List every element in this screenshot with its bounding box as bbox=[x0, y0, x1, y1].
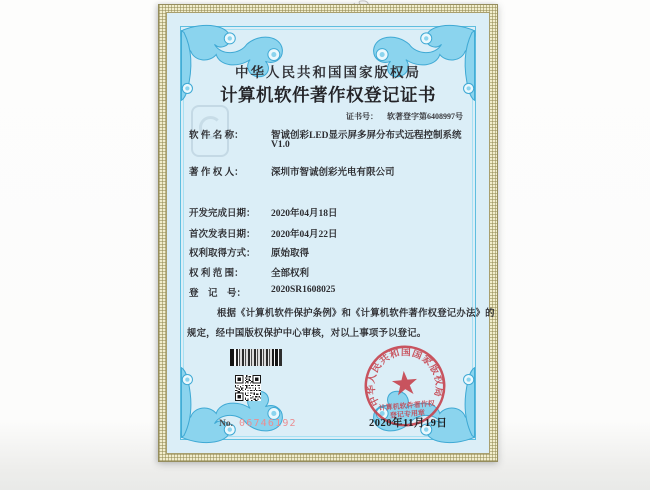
field-row-completion-date bbox=[189, 205, 489, 219]
barcode-icon bbox=[230, 349, 282, 366]
certificate-number-line bbox=[346, 111, 463, 122]
field-label: 软 件 名 称： bbox=[189, 131, 244, 141]
field-row-software-name bbox=[189, 127, 489, 150]
field-value: 智诚创彩LED显示屏多屏分布式远程控制系统 bbox=[271, 131, 462, 141]
field-row-registration-number bbox=[189, 285, 489, 299]
field-label: 登 记 号： bbox=[189, 289, 247, 299]
field-label: 权利取得方式： bbox=[189, 249, 256, 259]
field-label: 权 利 范 围： bbox=[189, 269, 244, 279]
certificate-title: 计算机软件著作权登记证书 bbox=[220, 85, 436, 105]
issue-date: 2020年11月19日 bbox=[369, 418, 448, 429]
field-value: 2020SR1608025 bbox=[271, 285, 336, 295]
qr-code-icon bbox=[235, 375, 261, 401]
star-icon bbox=[391, 370, 418, 396]
field-label: 开发完成日期： bbox=[189, 209, 256, 219]
field-value: 2020年04月18日 bbox=[271, 209, 338, 219]
certificate-number-value: 软著登字第6408997号 bbox=[387, 112, 463, 121]
field-label: 著 作 权 人： bbox=[189, 168, 244, 178]
seal-arc-text: 中华人民共和国国家版权局 bbox=[365, 347, 445, 408]
statement-line-1: 根据《计算机软件保护条例》和《计算机软件著作权登记办法》的 bbox=[217, 309, 495, 319]
seal-inner-text-2: 登记专用章 bbox=[389, 409, 426, 420]
field-row-rights-scope bbox=[189, 265, 489, 279]
statement-line-2: 规定，经中国版权保护中心审核，对以上事项予以登记。 bbox=[187, 329, 427, 339]
certificate-page bbox=[158, 4, 498, 462]
serial-number-value: 06746192 bbox=[239, 418, 297, 429]
serial-number-line bbox=[219, 413, 297, 431]
seal-inner-text-1: 计算机软件著作权 bbox=[378, 400, 436, 413]
field-row-first-publication-date bbox=[189, 226, 489, 240]
corner-flourish-bottom-left bbox=[178, 366, 290, 444]
field-value: 原始取得 bbox=[271, 249, 310, 259]
field-value: 2020年04月22日 bbox=[271, 230, 338, 240]
issuing-authority: 中华人民共和国国家版权局 bbox=[235, 65, 421, 80]
field-label: 首次发表日期： bbox=[189, 230, 256, 240]
certificate-number-label: 证书号： bbox=[346, 112, 378, 121]
field-value: 深圳市智诚创彩光电有限公司 bbox=[271, 168, 395, 178]
field-value: 全部权利 bbox=[271, 269, 310, 279]
serial-number-label: No. bbox=[219, 419, 233, 429]
certificate-paper bbox=[166, 12, 495, 454]
field-row-copyright-owner bbox=[189, 164, 489, 178]
field-value-version: V1.0 bbox=[271, 140, 290, 150]
field-row-acquisition-method bbox=[189, 245, 489, 259]
